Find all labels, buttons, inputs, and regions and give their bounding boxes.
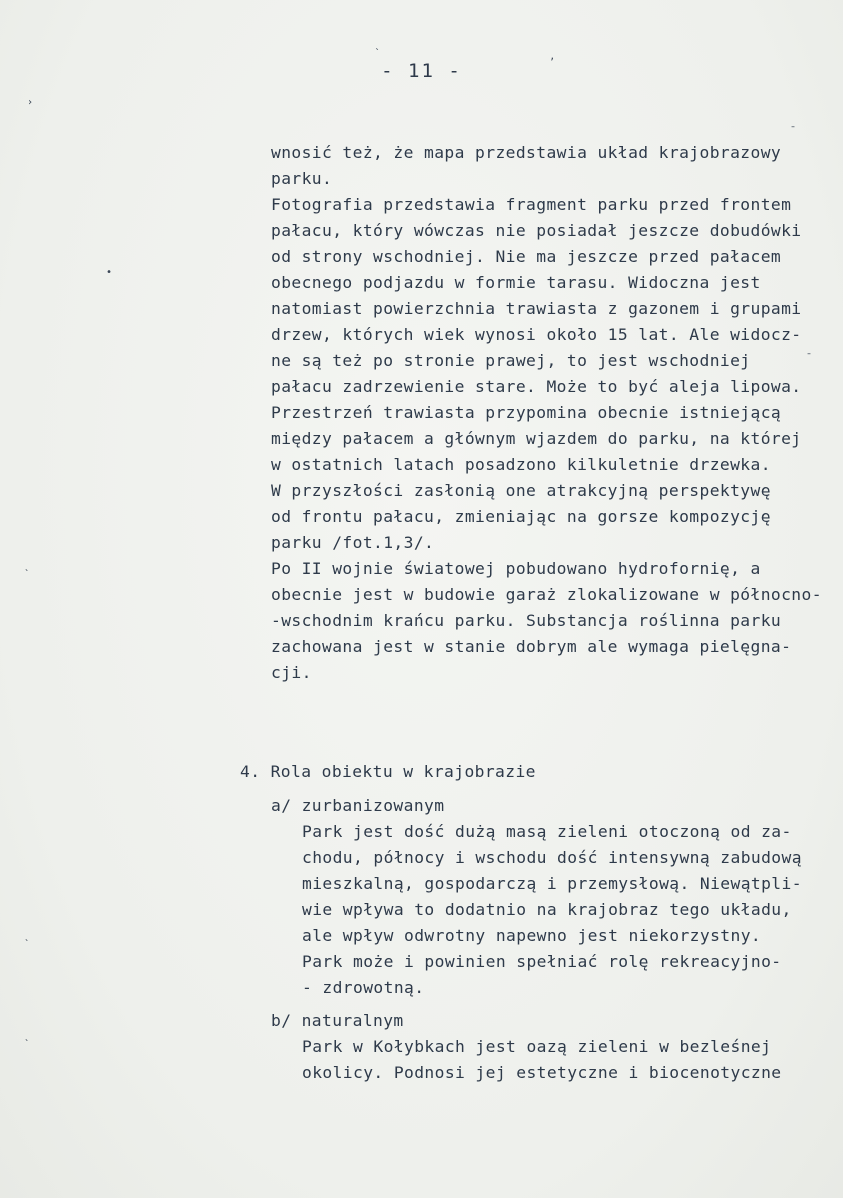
paragraph-line: drzew, których wiek wynosi około 15 lat. Ale widocz- [271,325,802,344]
paragraph-line: Przestrzeń trawiasta przypomina obecnie istniejącą [271,403,782,422]
section-heading: 4. Rola obiektu w krajobrazie [240,762,536,781]
paragraph-line: między pałacem a głównym wjazdem do parku, na której [271,429,802,448]
subsection-b-line: okolicy. Podnosi jej estetyczne i biocenotyczne [302,1063,782,1082]
scan-speck: • [106,267,113,278]
paragraph-line: Fotografia przedstawia fragment parku przed frontem [271,195,792,214]
subsection-a-line: chodu, północy i wschodu dość intensywną zabudową [302,848,802,867]
paragraph-line: W przyszłości zasłonią one atrakcyjną perspektywę [271,481,771,500]
subsection-label-b: b/ naturalnym [271,1011,404,1030]
paragraph-line: wnosić też, że mapa przedstawia układ krajobrazowy [271,143,782,162]
paragraph-line: parku. [271,169,333,188]
scan-speck: ` [24,569,31,580]
paragraph-line: pałacu, który wówczas nie posiadał jeszcze dobudówki [271,221,802,240]
subsection-a-line: - zdrowotną. [302,978,425,997]
paragraph-line: pałacu zadrzewienie stare. Może to być aleja lipowa. [271,377,802,396]
scan-speck: ʼ [549,57,556,68]
page-number: - 11 - [381,60,462,82]
paragraph-line: w ostatnich latach posadzono kilkuletnie drzewka. [271,455,771,474]
paragraph-line: Po II wojnie światowej pobudowano hydrofornię, a [271,559,761,578]
scan-speck: ˎ [374,39,381,50]
subsection-label-a: a/ zurbanizowanym [271,796,445,815]
paragraph-line: od frontu pałacu, zmieniając na gorsze kompozycję [271,507,771,526]
paragraph-line: cji. [271,663,312,682]
scan-speck: ` [24,1039,31,1050]
subsection-b-line: Park w Kołybkach jest oazą zieleni w bezleśnej [302,1037,772,1056]
subsection-a-line: wie wpływa to dodatnio na krajobraz tego układu, [302,900,792,919]
subsection-a-line: Park może i powinien spełniać rolę rekreacyjno- [302,952,782,971]
scan-speck: ¯ [790,126,797,137]
subsection-a-line: ale wpływ odwrotny napewno jest niekorzystny. [302,926,762,945]
paragraph-line: -wschodnim krańcu parku. Substancja roślinna parku [271,611,782,630]
paragraph-line: parku /fot.1,3/. [271,533,435,552]
subsection-a-line: mieszkalną, gospodarczą i przemysłową. Niewątpli- [302,874,802,893]
subsection-a-line: Park jest dość dużą masą zieleni otoczoną od za- [302,822,792,841]
paragraph-line: natomiast powierzchnia trawiasta z gazonem i grupami [271,299,802,318]
paragraph-line: od strony wschodniej. Nie ma jeszcze przed pałacem [271,247,782,266]
paragraph-line: obecnego podjazdu w formie tarasu. Widoczna jest [271,273,761,292]
scan-speck: › [27,97,34,108]
paragraph-line: ne są też po stronie prawej, to jest wschodniej [271,351,751,370]
paragraph-line: zachowana jest w stanie dobrym ale wymaga pielęgna- [271,637,792,656]
scan-speck: ` [24,939,31,950]
scan-speck: ¯ [806,353,813,364]
paragraph-line: obecnie jest w budowie garaż zlokalizowane w północno- [271,585,822,604]
